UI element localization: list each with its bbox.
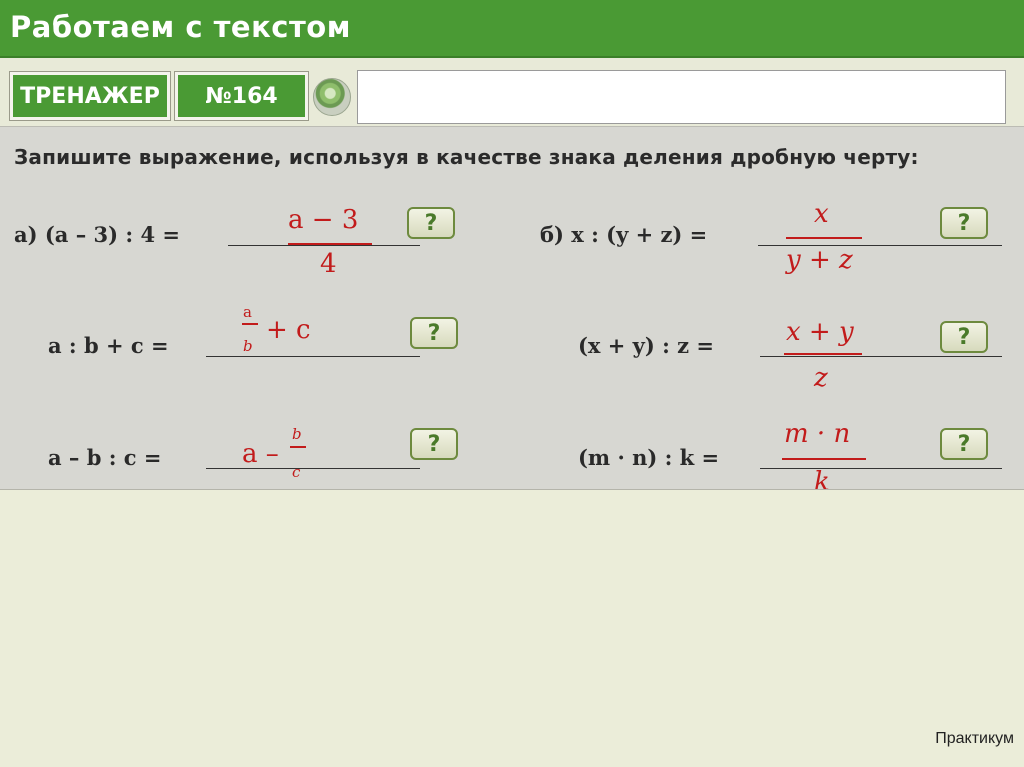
hint-button[interactable]: ? (410, 428, 458, 460)
answer-numerator: a − 3 (288, 205, 359, 235)
expression-a: а) (a – 3) : 4 = (14, 222, 180, 247)
fraction-bar (290, 446, 306, 448)
footer-bar (0, 720, 1024, 767)
answer-line (206, 468, 420, 469)
hint-button[interactable]: ? (940, 207, 988, 239)
answer-numerator: m · n (784, 419, 851, 449)
trainer-button[interactable]: ТРЕНАЖЕР (10, 72, 170, 120)
answer-numerator: a (243, 303, 252, 321)
expression-b: б) x : (y + z) = (540, 222, 708, 247)
task-panel (0, 126, 1024, 490)
answer-denominator: b (243, 337, 253, 355)
expression-a2: a : b + c = (48, 333, 169, 358)
answer-denominator: c (292, 463, 301, 481)
answer-denominator: z (814, 363, 828, 393)
fraction-bar (782, 458, 866, 460)
hint-button[interactable]: ? (940, 321, 988, 353)
answer-denominator: k (814, 467, 830, 490)
answer-head: a – (242, 439, 279, 469)
answer-line (760, 356, 1002, 357)
fraction-bar (784, 353, 862, 355)
answer-input-box[interactable] (357, 70, 1006, 124)
exercise-number-button[interactable]: №164 (175, 72, 308, 120)
footer-label: Практикум (935, 730, 1014, 747)
fraction-bar (288, 243, 372, 245)
answer-line (760, 468, 1002, 469)
answer-numerator: b (292, 425, 302, 443)
expression-b2: (x + y) : z = (578, 333, 715, 358)
answer-denominator: y + z (786, 245, 853, 275)
expression-b3: (m · n) : k = (578, 445, 720, 470)
answer-numerator: x (814, 199, 829, 229)
hint-button[interactable]: ? (940, 428, 988, 460)
answer-denominator: 4 (320, 249, 337, 279)
expression-a3: a – b : c = (48, 445, 162, 470)
answer-line (228, 245, 420, 246)
page-title: Работаем с текстом (10, 10, 351, 44)
answer-tail: + c (266, 315, 311, 345)
check-icon[interactable] (313, 78, 351, 116)
task-instruction: Запишите выражение, используя в качестве знака деления дробную черту: (14, 145, 919, 169)
fraction-bar (786, 237, 862, 239)
answer-numerator: x + y (786, 317, 854, 347)
hint-button[interactable]: ? (407, 207, 455, 239)
header-bar (0, 0, 1024, 58)
answer-line (206, 356, 420, 357)
hint-button[interactable]: ? (410, 317, 458, 349)
fraction-bar (242, 323, 258, 325)
